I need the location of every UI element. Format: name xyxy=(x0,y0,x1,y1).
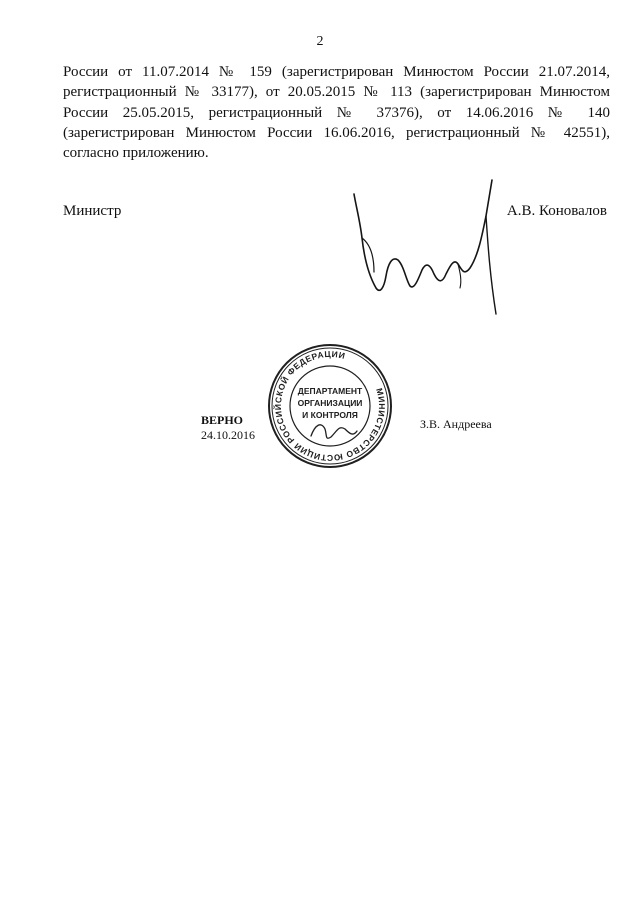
body-paragraph: России от 11.07.2014 № 159 (зарегистрирован Минюстом России 21.07.2014, регистрационный № 33177), от 20.05.2015 № 113 (зарегистрирован Минюстом России 25.05.2015, регистрационный № 37376), от 14.06.2016 № 140 (зарегистрирован Минюстом России 16.06.2016, регистрационный № 42551), согласно приложению. xyxy=(63,64,610,162)
stamp-ring-text: МИНИСТЕРСТВО ЮСТИЦИИ РОССИЙСКОЙ ФЕДЕРАЦИИ xyxy=(272,348,388,464)
official-stamp xyxy=(265,341,395,471)
handwritten-signature xyxy=(340,176,510,326)
stamp-line-2: ОРГАНИЗАЦИИ xyxy=(297,398,363,408)
stamp-handwritten-initials xyxy=(311,425,357,439)
minister-title: Министр xyxy=(63,203,122,219)
minister-name: А.В. Коновалов xyxy=(506,203,607,219)
stamp-line-1: ДЕПАРТАМЕНТ xyxy=(297,386,363,396)
certified-label: ВЕРНО xyxy=(201,413,244,427)
page-number: 2 xyxy=(316,34,324,49)
stamp-line-3: И КОНТРОЛЯ xyxy=(302,410,358,420)
certified-date: 24.10.2016 xyxy=(201,428,255,442)
certifier-name: З.В. Андреева xyxy=(420,417,492,431)
